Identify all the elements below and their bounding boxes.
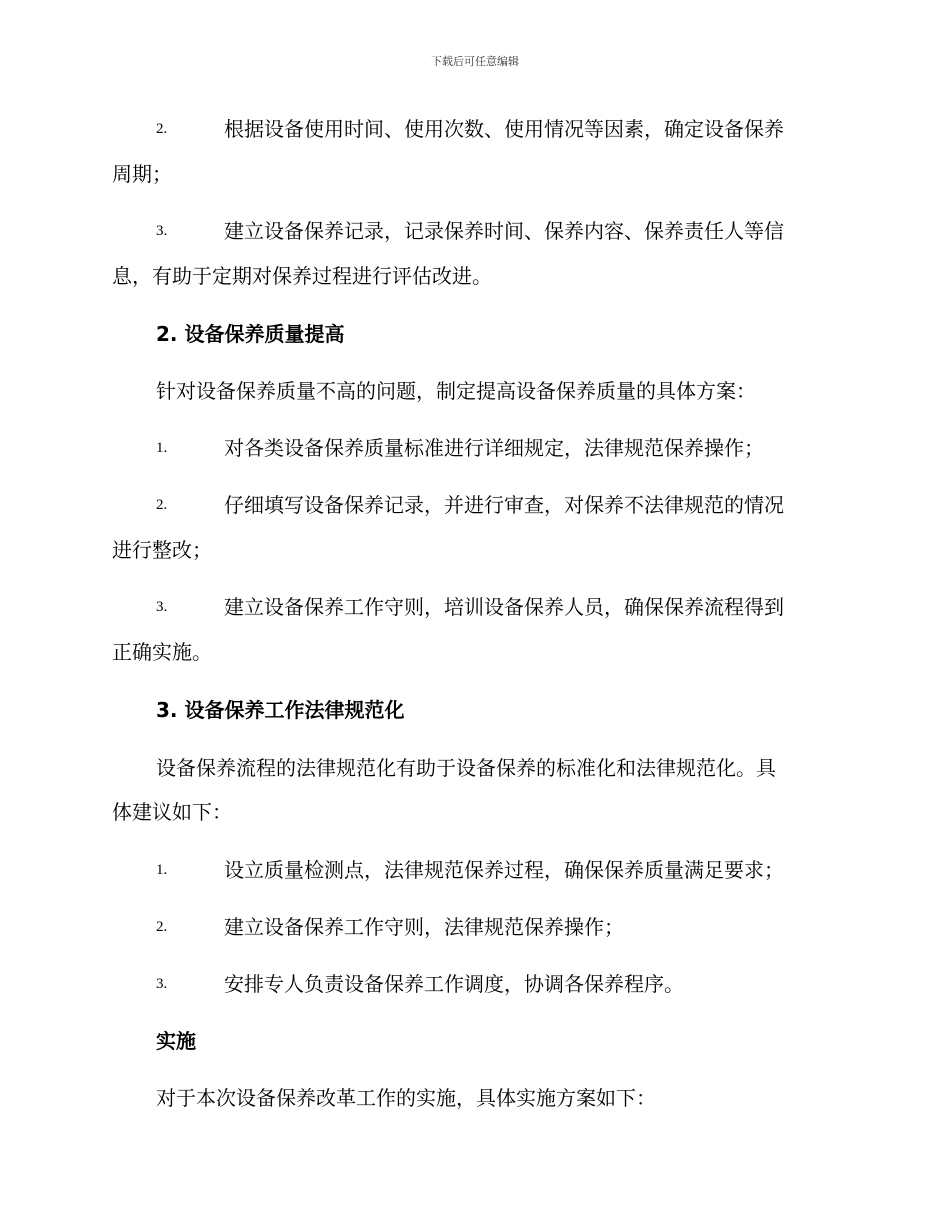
section-heading: 3. 设备保养工作法律规范化	[156, 698, 405, 722]
list-item-text: 安排专人负责设备保养工作调度，协调各保养程序。	[224, 972, 684, 996]
paragraph: 针对设备保养质量不高的问题，制定提高设备保养质量的具体方案：	[156, 379, 756, 403]
list-item-text: 建立设备保养工作守则，法律规范保养操作；	[224, 915, 624, 939]
list-item-number: 2.	[156, 919, 168, 935]
list-item-text: 根据设备使用时间、使用次数、使用情况等因素，确定设备保养	[224, 117, 784, 141]
list-item-number: 2.	[156, 497, 168, 513]
paragraph-continued: 体建议如下：	[112, 800, 232, 824]
list-item-text: 建立设备保养记录，记录保养时间、保养内容、保养责任人等信	[224, 219, 784, 243]
paragraph: 对于本次设备保养改革工作的实施，具体实施方案如下：	[156, 1086, 656, 1110]
paragraph: 设备保养流程的法律规范化有助于设备保养的标准化和法律规范化。具	[156, 756, 776, 780]
list-item-number: 3.	[156, 976, 168, 992]
section-heading: 实施	[156, 1029, 196, 1053]
list-item-text-continued: 正确实施。	[112, 640, 212, 664]
list-item-number: 1.	[156, 440, 168, 456]
list-item-text-continued: 周期；	[112, 162, 172, 186]
page-header-note: 下载后可任意编辑	[431, 55, 519, 68]
section-heading: 2. 设备保养质量提高	[156, 322, 345, 346]
list-item-text: 建立设备保养工作守则，培训设备保养人员，确保保养流程得到	[224, 595, 784, 619]
list-item-number: 3.	[156, 599, 168, 615]
list-item-number: 2.	[156, 121, 168, 137]
list-item-text: 设立质量检测点，法律规范保养过程，确保保养质量满足要求；	[224, 858, 784, 882]
list-item-text: 对各类设备保养质量标准进行详细规定，法律规范保养操作；	[224, 436, 764, 460]
list-item-text-continued: 息，有助于定期对保养过程进行评估改进。	[112, 264, 492, 288]
list-item-text-continued: 进行整改；	[112, 538, 212, 562]
list-item-number: 3.	[156, 223, 168, 239]
list-item-text: 仔细填写设备保养记录，并进行审查，对保养不法律规范的情况	[224, 493, 784, 517]
list-item-number: 1.	[156, 862, 168, 878]
